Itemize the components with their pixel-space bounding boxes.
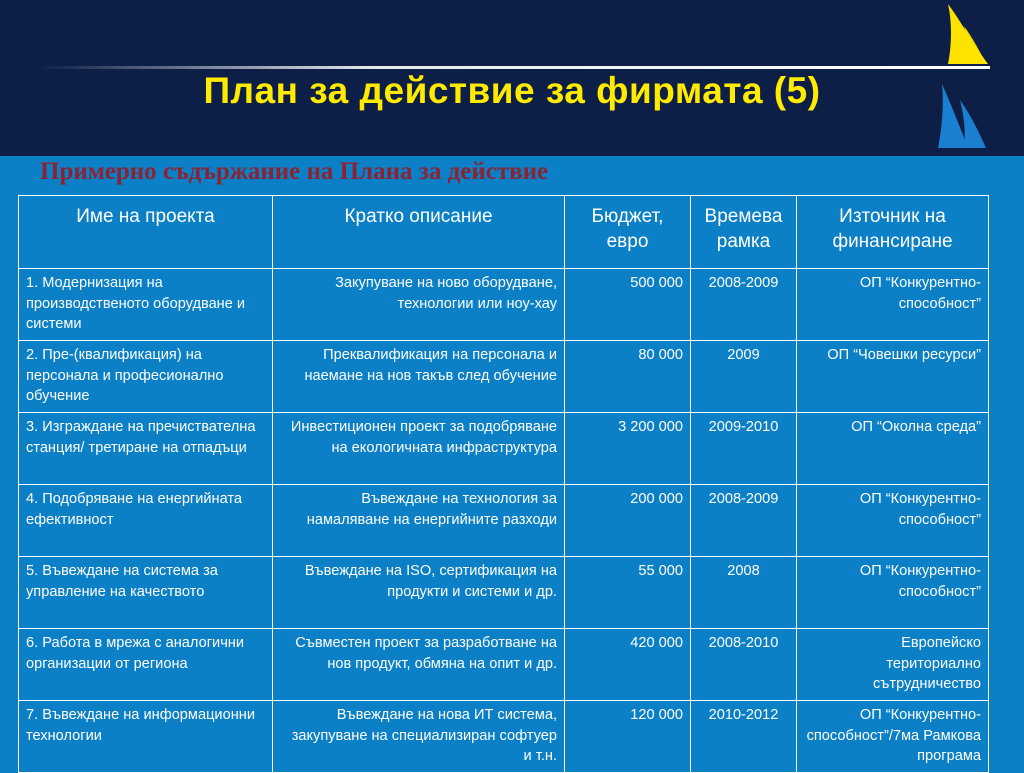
timeframe-cell: 2008-2009 — [691, 485, 797, 557]
project-name-cell: 3. Изграждане на пречиствателна станция/ третиране на отпадъци — [19, 413, 273, 485]
header-project-name: Име на проекта — [19, 196, 273, 269]
table-row — [19, 485, 989, 557]
table-row — [19, 557, 989, 629]
header-budget: Бюджет, евро — [565, 196, 691, 269]
project-name-cell: 7. Въвеждане на информационни технологии — [19, 701, 273, 773]
timeframe-cell: 2009-2010 — [691, 413, 797, 485]
slide-title: План за действие за фирмата (5) — [203, 70, 821, 111]
budget-cell: 420 000 — [565, 629, 691, 701]
description-cell: Инвестиционен проект за подобряване на екологичната инфраструктура — [273, 413, 565, 485]
budget-cell: 500 000 — [565, 269, 691, 341]
table-row — [19, 629, 989, 701]
budget-cell: 3 200 000 — [565, 413, 691, 485]
budget-cell: 80 000 — [565, 341, 691, 413]
table-row — [19, 341, 989, 413]
project-name-cell: 2. Пре-(квалификация) на персонала и професионално обучение — [19, 341, 273, 413]
action-plan-table — [18, 195, 989, 773]
header-timeframe: Времева рамка — [691, 196, 797, 269]
table-header-row — [19, 196, 989, 269]
table-row — [19, 269, 989, 341]
description-cell: Въвеждане на ISO, сертификация на продукти и системи и др. — [273, 557, 565, 629]
sailboats-logo — [920, 0, 1024, 156]
slide-header — [0, 0, 1024, 156]
project-name-cell: 4. Подобряване на енергийната ефективност — [19, 485, 273, 557]
project-name-cell: 5. Въвеждане на система за управление на качеството — [19, 557, 273, 629]
budget-cell: 120 000 — [565, 701, 691, 773]
table-row — [19, 413, 989, 485]
description-cell: Съвместен проект за разработване на нов продукт, обмяна на опит и др. — [273, 629, 565, 701]
budget-cell: 200 000 — [565, 485, 691, 557]
funding-source-cell: ОП “Конкурентно-способност” — [797, 557, 989, 629]
slide-subtitle: Примерно съдържание на Плана за действие — [40, 158, 549, 185]
description-cell: Закупуване на ново оборудване, технологии или ноу-хау — [273, 269, 565, 341]
funding-source-cell: ОП “Конкурентно-способност” — [797, 485, 989, 557]
funding-source-cell: Европейско териториално сътрудничество — [797, 629, 989, 701]
header-funding-source: Източник на финансиране — [797, 196, 989, 269]
timeframe-cell: 2008-2010 — [691, 629, 797, 701]
funding-source-cell: ОП “Конкурентно-способност”/7ма Рамкова програма — [797, 701, 989, 773]
timeframe-cell: 2008-2009 — [691, 269, 797, 341]
project-name-cell: 1. Модернизация на производственото оборудване и системи — [19, 269, 273, 341]
timeframe-cell: 2010-2012 — [691, 701, 797, 773]
timeframe-cell: 2009 — [691, 341, 797, 413]
header-divider-line — [40, 66, 990, 69]
funding-source-cell: ОП “Човешки ресурси” — [797, 341, 989, 413]
description-cell: Въвеждане на технология за намаляване на енергийните разходи — [273, 485, 565, 557]
funding-source-cell: ОП “Околна среда” — [797, 413, 989, 485]
project-name-cell: 6. Работа в мрежа с аналогични организации от региона — [19, 629, 273, 701]
description-cell: Въвеждане на нова ИТ система, закупуване на специализиран софтуер и т.н. — [273, 701, 565, 773]
budget-cell: 55 000 — [565, 557, 691, 629]
header-description: Кратко описание — [273, 196, 565, 269]
funding-source-cell: ОП “Конкурентно-способност” — [797, 269, 989, 341]
timeframe-cell: 2008 — [691, 557, 797, 629]
table-row — [19, 701, 989, 773]
description-cell: Преквалификация на персонала и наемане на нов такъв след обучение — [273, 341, 565, 413]
